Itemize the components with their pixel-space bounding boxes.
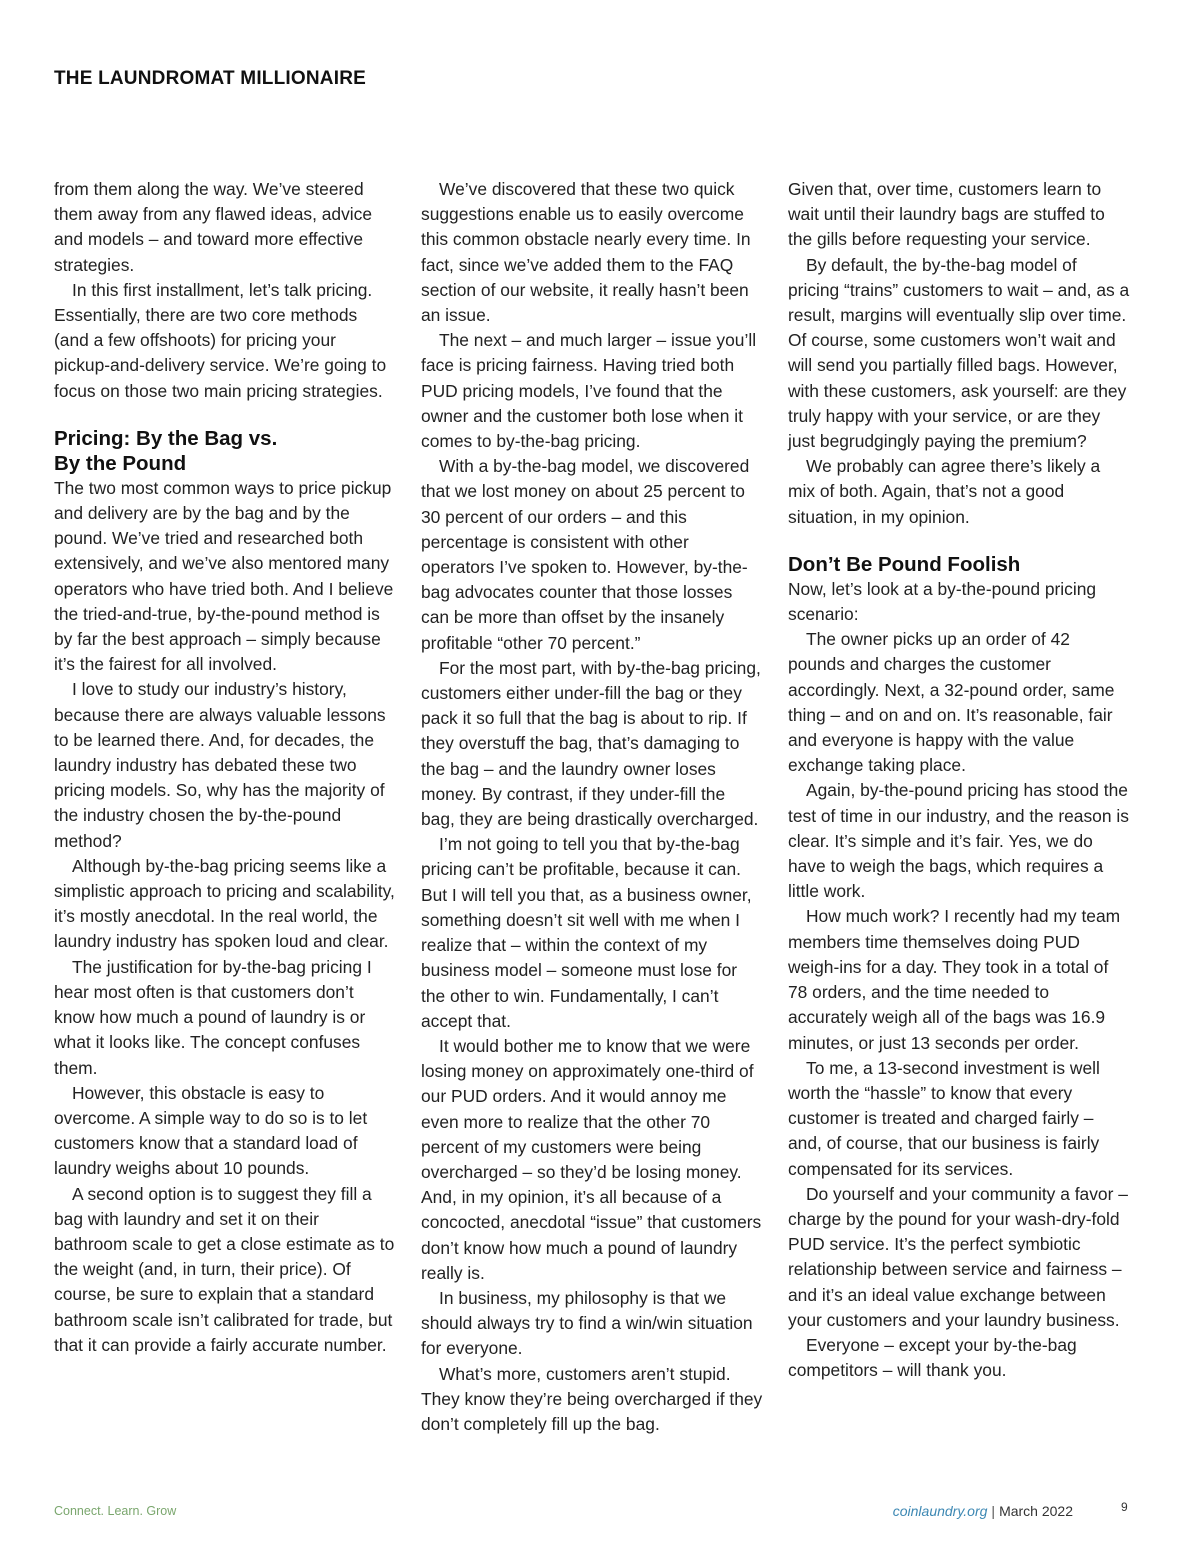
body-paragraph: A second option is to suggest they fill a bag with laundry and set it on their bathroom scale to get a close estimate as to the weight (and, in turn, their price). Of course, be sure to explain that a standard bathroom scale isn’t calibrated for trade, but that it can provide a fairly accurate number. — [54, 1183, 395, 1355]
page-number: 9 — [1121, 1500, 1128, 1514]
body-paragraph: For the most part, with by-the-bag pricing, customers either under-fill the bag or they pack it so full that the bag is about to rip. If they overstuff the bag, that’s damaging to the bag – and the laundry owner loses money. By contrast, if they under-fill the bag, they are being drastically overcharged. — [421, 657, 761, 830]
body-paragraph: The two most common ways to price pickup and delivery are by the bag and by the pound. We’ve tried and researched both extensively, and we’ve also mentored many operators who have tried both. And I believe the tried-and-true, by-the-pound method is by far the best approach – simply because it’s the fairest for all involved. — [54, 477, 394, 675]
section-spacer — [54, 404, 396, 426]
body-paragraph: The justification for by-the-bag pricing I hear most often is that customers don’t know how much a pound of laundry is or what it looks like. The concept confuses them. — [54, 956, 372, 1078]
body-paragraph: Given that, over time, customers learn to wait until their laundry bags are stuffed to the gills before requesting your service. — [788, 179, 1105, 250]
body-paragraph: What’s more, customers aren’t stupid. They know they’re being overcharged if they don’t completely fill up the bag. — [421, 1363, 763, 1434]
footer-separator: | — [991, 1503, 996, 1519]
footer-site-link[interactable]: coinlaundry.org — [892, 1503, 988, 1519]
body-paragraph: To me, a 13-second investment is well worth the “hassle” to know that every customer is treated and charged fairly – and, of course, that our business is fairly compensated for its services. — [788, 1057, 1100, 1179]
body-paragraph: How much work? I recently had my team members time themselves doing PUD weigh-ins for a day. They took in a total of 78 orders, and the time needed to accurately weigh all of the bags was 16.9 minutes, or just 13 seconds per order. — [788, 906, 1121, 1053]
body-paragraph: Now, let’s look at a by-the-pound pricing scenario: — [788, 578, 1097, 625]
running-head-title: THE LAUNDROMAT MILLIONAIRE — [54, 68, 366, 89]
body-paragraph: The next – and much larger – issue you’ll face is pricing fairness. Having tried both PUD pricing models, I’ve found that the owner and the customer both lose when it comes to by-the-bag pricing. — [421, 330, 757, 452]
section-heading — [788, 552, 1130, 577]
body-paragraph: The owner picks up an order of 42 pounds and charges the customer accordingly. Next, a 32-pound order, same thing – and on and on. It’s reasonable, fair and everyone is happy with the value exchange taking place. — [788, 629, 1115, 776]
article-column-1 — [54, 177, 396, 1358]
body-paragraph: I love to study our industry’s history, because there are always valuable lessons to be learned there. And, for decades, the laundry industry has debated these two pricing models. So, why has the majority of the industry chosen the by-the-pound method? — [54, 679, 386, 851]
section-heading — [54, 426, 396, 476]
footer-publication-info — [893, 1503, 1073, 1519]
body-paragraph: However, this obstacle is easy to overcome. A simple way to do so is to let customers know that a standard load of laundry weighs about 10 pounds. — [54, 1082, 368, 1179]
body-paragraph: We probably can agree there’s likely a mix of both. Again, that’s not a good situation, in my opinion. — [788, 456, 1101, 527]
footer-tagline: Connect. Learn. Grow — [54, 1504, 177, 1518]
section-spacer — [788, 530, 1130, 552]
article-column-2 — [421, 177, 763, 1437]
body-paragraph: Although by-the-bag pricing seems like a simplistic approach to pricing and scalability, it’s mostly anecdotal. In the real world, the laundry industry has spoken loud and clear. — [54, 855, 395, 952]
body-paragraph: Do yourself and your community a favor – charge by the pound for your wash-dry-fold PUD service. It’s the perfect symbiotic relationship between service and fairness – and it’s an ideal value exchange between your customers and your laundry business. — [788, 1183, 1128, 1330]
body-paragraph: By default, the by-the-bag model of pricing “trains” customers to wait – and, as a result, margins will eventually slip over time. Of course, some customers won’t wait and will send you partially filled bags. However, with these customers, ask yourself: are they truly happy with your service, or are they just begrudgingly paying the premium? — [788, 254, 1130, 452]
body-paragraph: from them along the way. We’ve steered them away from any flawed ideas, advice and models – and toward more effective strategies. — [54, 179, 373, 275]
section-heading-line: Pricing: By the Bag vs. — [54, 426, 278, 450]
article-column-3 — [788, 177, 1130, 1383]
section-heading-line: Don’t Be Pound Foolish — [788, 552, 1021, 576]
body-paragraph: Again, by-the-pound pricing has stood the test of time in our industry, and the reason is clear. It’s simple and it’s fair. Yes, we do have to weigh the bags, which requires a little work. — [788, 780, 1129, 902]
body-paragraph: We’ve discovered that these two quick suggestions enable us to easily overcome this common obstacle nearly every time. In fact, since we’ve added them to the FAQ section of our website, it really hasn’t been an issue. — [421, 179, 751, 326]
body-paragraph: In business, my philosophy is that we should always try to find a win/win situation for everyone. — [421, 1287, 753, 1359]
body-paragraph: Everyone – except your by-the-bag competitors – will thank you. — [788, 1334, 1077, 1381]
body-paragraph: I’m not going to tell you that by-the-bag pricing can’t be profitable, because it can. But I will tell you that, as a business owner, something doesn’t sit well with me when I realize that – within the context of my business model – someone must lose for the other to win. Fundamentally, I can’t accept that. — [421, 834, 752, 1031]
footer-issue-date: March 2022 — [999, 1503, 1073, 1519]
section-heading-line: By the Pound — [54, 451, 187, 475]
body-paragraph: It would bother me to know that we were losing money on approximately one-third of our PUD orders. And it would annoy me even more to realize that the other 70 percent of my customers were being overcharged – so they’d be losing money. And, in my opinion, it’s all because of a concocted, anecdotal “issue” that customers don’t know how much a pound of laundry really is. — [421, 1035, 762, 1283]
body-paragraph: With a by-the-bag model, we discovered that we lost money on about 25 percent to 30 percent of our orders – and this percentage is consistent with other operators I’ve spoken to. However, by-the-bag advocates counter that those losses can be more than offset by the insanely profitable “other 70 percent.” — [421, 456, 750, 653]
body-paragraph: In this first installment, let’s talk pricing. Essentially, there are two core methods (and a few offshoots) for pricing your pickup-and-delivery service. We’re going to focus on those two main pricing strategies. — [54, 279, 387, 401]
